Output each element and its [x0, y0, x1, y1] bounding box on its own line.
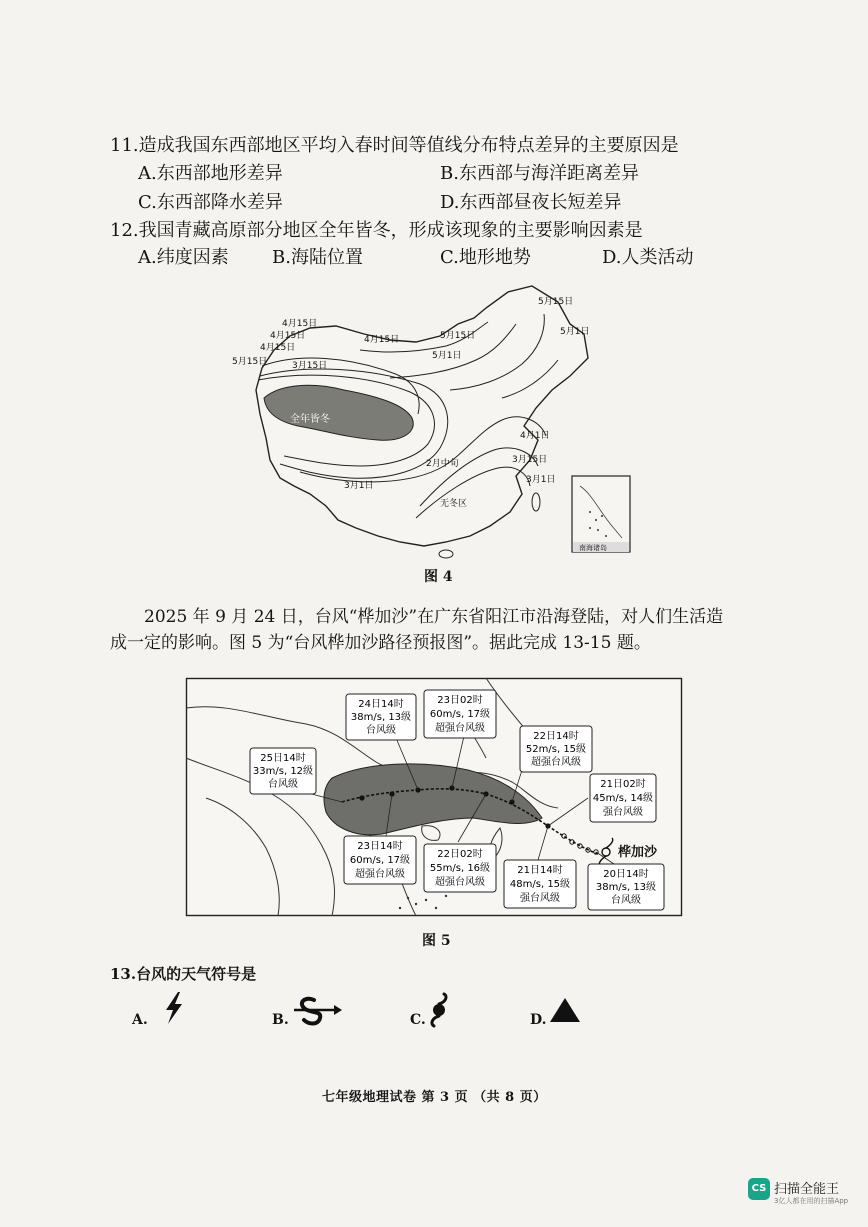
info-box-22d02h — [424, 844, 496, 892]
label-apr15-c: 4月15日 — [260, 343, 296, 353]
bleed-through-text — [740, 640, 752, 657]
info-box-25d14h — [250, 748, 316, 794]
svg-text:38m/s, 13级: 38m/s, 13级 — [595, 882, 657, 893]
svg-text:52m/s, 15级: 52m/s, 15级 — [525, 744, 587, 755]
scanner-logo-icon: CS — [748, 1178, 770, 1200]
svg-text:24日14时: 24日14时 — [358, 699, 404, 710]
figure4-map — [232, 280, 650, 560]
q12-option-c: C.地形地势 — [440, 247, 531, 268]
info-box-22d14h — [520, 726, 592, 772]
label-feb-mid: 2月中旬 — [426, 459, 459, 469]
svg-text:台风级: 台风级 — [268, 779, 298, 790]
inset-label: 南海诸岛 — [579, 544, 607, 552]
svg-text:55m/s, 16级: 55m/s, 16级 — [429, 863, 491, 874]
svg-text:21日14时: 21日14时 — [517, 865, 563, 876]
label-apr1-e: 4月1日 — [520, 431, 550, 441]
svg-text:33m/s, 12级: 33m/s, 12级 — [252, 766, 314, 777]
scanner-app-tagline: 3亿人都在用的扫描App — [774, 1197, 849, 1205]
svg-text:台风级: 台风级 — [611, 895, 641, 906]
svg-text:强台风级: 强台风级 — [520, 893, 560, 904]
svg-text:23日14时: 23日14时 — [357, 841, 403, 852]
label-apr15-a: 4月15日 — [282, 319, 318, 329]
svg-text:45m/s, 14级: 45m/s, 14级 — [592, 793, 654, 804]
svg-text:强台风级: 强台风级 — [603, 807, 643, 818]
q12-option-b: B.海陆位置 — [272, 247, 363, 268]
label-mar1-s: 3月1日 — [344, 481, 374, 491]
label-mar15-w: 3月15日 — [292, 361, 328, 371]
label-mar1-e: 3月1日 — [526, 475, 556, 485]
svg-text:20日14时: 20日14时 — [603, 869, 649, 880]
svg-text:21日02时: 21日02时 — [600, 779, 646, 790]
q13-stem: 13.台风的天气符号是 — [110, 965, 257, 983]
info-box-20d14h — [588, 864, 664, 910]
q11-stem: 11.造成我国东西部地区平均入春时间等值线分布特点差异的主要原因是 — [110, 135, 679, 156]
svg-text:超强台风级: 超强台风级 — [435, 723, 485, 734]
q11-option-b: B.东西部与海洋距离差异 — [440, 163, 639, 184]
info-box-21d02h — [590, 774, 656, 822]
label-may15-ne: 5月15日 — [538, 297, 574, 307]
svg-text:超强台风级: 超强台风级 — [355, 869, 405, 880]
label-may15-n: 5月15日 — [440, 331, 476, 341]
label-may15-w: 5月15日 — [232, 357, 268, 367]
label-no-winter: 无冬区 — [440, 499, 468, 509]
intro-paragraph: 2025 年 9 月 24 日，台风“桦加沙”在广东省阳江市沿海登陆，对人们生活造成一定的影响。图 5 为“台风桦加沙路径预报图”。据此完成 13-15 题。 — [110, 607, 724, 653]
q11-option-d: D.东西部昼夜长短差异 — [440, 192, 622, 213]
info-box-24d14h — [346, 694, 416, 740]
label-always-winter: 全年皆冬 — [290, 414, 330, 425]
svg-text:25日14时: 25日14时 — [260, 753, 306, 764]
q12-option-d: D.人类活动 — [602, 247, 694, 268]
sandstorm-arrow-icon — [290, 994, 346, 1028]
figure5-map — [186, 678, 682, 916]
svg-text:60m/s, 17级: 60m/s, 17级 — [349, 855, 411, 866]
svg-text:60m/s, 17级: 60m/s, 17级 — [429, 709, 491, 720]
svg-text:22日14时: 22日14时 — [533, 731, 579, 742]
page-footer: 七年级地理试卷 第 3 页 （共 8 页） — [322, 1090, 547, 1105]
typhoon-name-label: 桦加沙 — [618, 845, 658, 860]
svg-text:超强台风级: 超强台风级 — [531, 757, 581, 768]
hail-triangle-icon — [548, 996, 582, 1024]
label-apr15-d: 4月15日 — [364, 335, 400, 345]
label-mar15-e: 3月15日 — [512, 455, 548, 465]
figure5-caption: 图 5 — [422, 933, 451, 949]
q13-option-a-label: A. — [132, 1012, 148, 1028]
q11-option-a: A.东西部地形差异 — [138, 163, 283, 184]
q13-option-d-label: D. — [530, 1012, 547, 1028]
q11-option-c: C.东西部降水差异 — [138, 192, 283, 213]
info-box-23d14h — [344, 836, 416, 884]
q13-option-c-label: C. — [410, 1012, 426, 1028]
label-apr15-b: 4月15日 — [270, 331, 306, 341]
typhoon-icon — [424, 992, 454, 1028]
svg-text:38m/s, 13级: 38m/s, 13级 — [350, 712, 412, 723]
label-may1-n: 5月1日 — [432, 351, 462, 361]
svg-text:22日02时: 22日02时 — [437, 849, 483, 860]
scanner-app-name: 扫描全能王 — [774, 1182, 840, 1197]
lightning-icon — [160, 990, 188, 1026]
svg-text:48m/s, 15级: 48m/s, 15级 — [509, 879, 571, 890]
svg-text:23日02时: 23日02时 — [437, 695, 483, 706]
q12-stem: 12.我国青藏高原部分地区全年皆冬，形成该现象的主要影响因素是 — [110, 220, 643, 241]
info-box-21d14h — [504, 860, 576, 908]
svg-text:超强台风级: 超强台风级 — [435, 877, 485, 888]
label-may1-ne: 5月1日 — [560, 327, 590, 337]
figure4-caption: 图 4 — [424, 569, 453, 585]
info-box-23d02h — [424, 690, 496, 738]
q13-option-b-label: B. — [272, 1012, 289, 1028]
svg-text:台风级: 台风级 — [366, 725, 396, 736]
q12-option-a: A.纬度因素 — [138, 247, 229, 268]
